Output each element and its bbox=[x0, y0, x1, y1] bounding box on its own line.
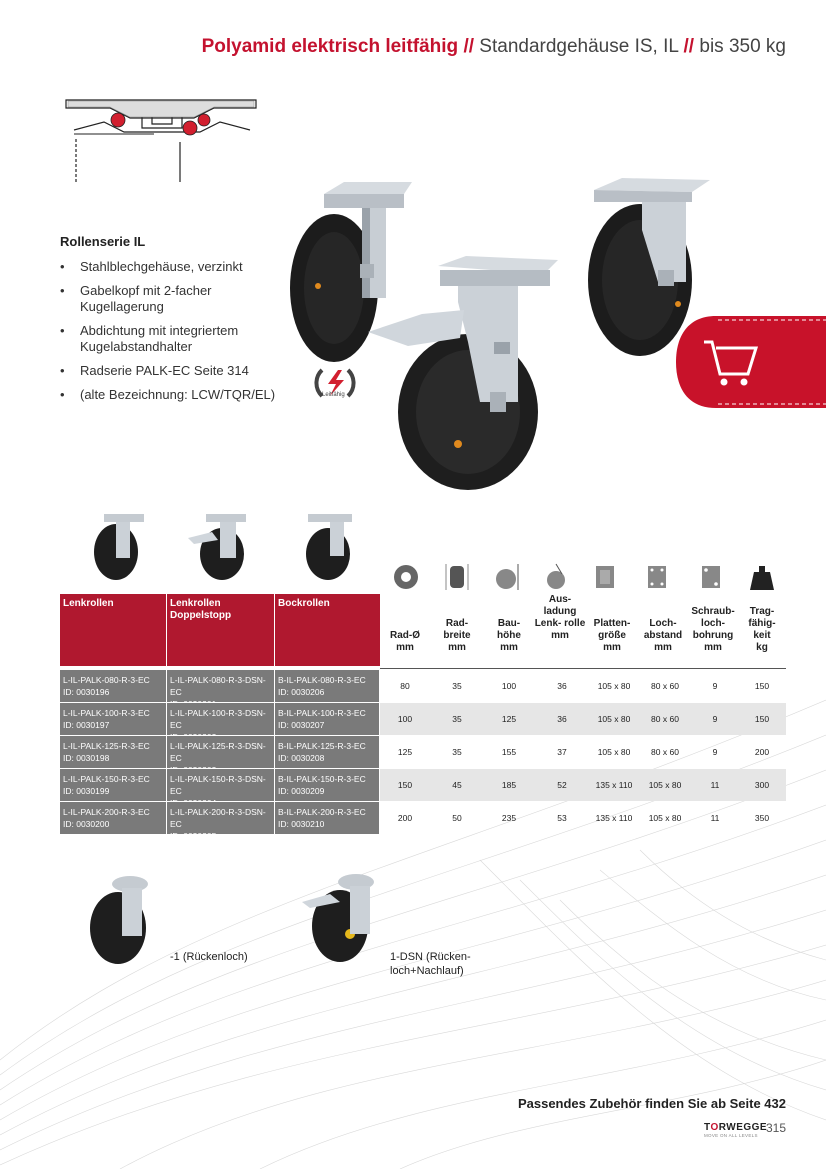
feature-item: • Gabelkopf mit 2-facher Kugellagerung bbox=[60, 283, 290, 315]
spec-value: 100 bbox=[397, 714, 413, 724]
table-row bbox=[60, 670, 786, 702]
spec-header-holes: Loch- abstand mm bbox=[643, 618, 683, 653]
spec-header-capacity: Trag- fähig- keit kg bbox=[748, 606, 776, 653]
table-row bbox=[60, 736, 786, 768]
spec-value: 11 bbox=[710, 813, 720, 823]
spec-value: 37 bbox=[557, 747, 567, 757]
title-capacity: bis 350 kg bbox=[699, 36, 786, 57]
shop-banner[interactable] bbox=[676, 316, 826, 408]
load-capacity-icon bbox=[750, 566, 774, 590]
wheel-width-icon bbox=[446, 564, 468, 590]
feature-item: • Stahlblechgehäuse, verzinkt bbox=[60, 259, 290, 275]
spec-value: 45 bbox=[452, 780, 462, 790]
spec-header-plate: Platten- größe mm bbox=[593, 618, 631, 653]
accessories-note: Passendes Zubehör finden Sie ab Seite 432 bbox=[517, 1096, 786, 1111]
fixed-code-cell: B-IL-PALK-150-R-3-EC ID: 0030209 bbox=[275, 769, 380, 801]
spec-value: 105 x 80 bbox=[648, 813, 682, 823]
variant-back-hole-image bbox=[86, 870, 166, 966]
spec-value: 80 bbox=[400, 681, 410, 691]
double-stop-code-cell: L-IL-PALK-150-R-3-DSN-EC bbox=[167, 769, 275, 801]
spec-value: 100 bbox=[501, 681, 517, 691]
fixed-code-cell: B-IL-PALK-080-R-3-EC ID: 0030206 bbox=[275, 670, 380, 702]
spec-value: 9 bbox=[712, 714, 718, 724]
hole-spacing-icon bbox=[648, 566, 666, 588]
title-material: Polyamid elektrisch leitfähig bbox=[201, 36, 459, 57]
spec-value: 80 x 60 bbox=[651, 747, 679, 757]
swivel-code-cell: L-IL-PALK-100-R-3-EC ID: 0030197 bbox=[60, 703, 167, 735]
spec-icon-row bbox=[380, 560, 786, 594]
bolt-hole-icon bbox=[702, 566, 720, 588]
spec-value: 200 bbox=[754, 747, 770, 757]
spec-value: 200 bbox=[397, 813, 413, 823]
spec-value: 135 x 110 bbox=[595, 813, 633, 823]
swivel-code-cell: L-IL-PALK-125-R-3-EC ID: 0030198 bbox=[60, 736, 167, 768]
spec-value: 80 x 60 bbox=[651, 681, 679, 691]
spec-value: 150 bbox=[754, 714, 770, 724]
offset-icon bbox=[547, 564, 565, 589]
spec-value: 135 x 110 bbox=[595, 780, 633, 790]
conductive-icon bbox=[312, 360, 358, 406]
spec-header-diameter: Rad-Ø mm bbox=[390, 630, 420, 653]
spec-value: 9 bbox=[712, 747, 718, 757]
swivel-code-cell: L-IL-PALK-150-R-3-EC ID: 0030199 bbox=[60, 769, 167, 801]
spec-value: 35 bbox=[452, 714, 462, 724]
spec-value: 125 bbox=[397, 747, 413, 757]
variant-back-hole-label: -1 (Rückenloch) bbox=[170, 951, 248, 963]
feature-item: • Abdichtung mit integriertem Kugelabstandhalter bbox=[60, 323, 290, 355]
fixed-code-cell: B-IL-PALK-125-R-3-EC ID: 0030208 bbox=[275, 736, 380, 768]
cross-section-drawing bbox=[64, 92, 260, 182]
spec-value: 80 x 60 bbox=[651, 714, 679, 724]
double-stop-code-cell: L-IL-PALK-100-R-3-DSN-EC bbox=[167, 703, 275, 735]
feature-list bbox=[60, 234, 290, 411]
spec-value: 105 x 80 bbox=[597, 714, 631, 724]
feature-item: • (alte Bezeichnung: LCW/TQR/EL) bbox=[60, 387, 290, 403]
fixed-castor-thumb bbox=[300, 508, 360, 580]
spec-header-height: Bau- höhe mm bbox=[497, 618, 521, 653]
spec-value: 9 bbox=[712, 681, 718, 691]
fixed-code-cell: B-IL-PALK-200-R-3-EC ID: 0030210 bbox=[275, 802, 380, 834]
header-swivel: Lenkrollen bbox=[60, 594, 166, 666]
double-stop-castor-image bbox=[368, 252, 568, 492]
title-separator: // bbox=[463, 36, 475, 57]
spec-value: 52 bbox=[557, 780, 567, 790]
double-stop-thumb bbox=[186, 508, 256, 580]
swivel-code-cell: L-IL-PALK-200-R-3-EC ID: 0030200 bbox=[60, 802, 167, 834]
spec-value: 105 x 80 bbox=[597, 747, 631, 757]
title-housing: Standardgehäuse IS, IL bbox=[479, 36, 679, 57]
brand-logo: TORWEGGE MOVE ON ALL LEVELS bbox=[704, 1122, 768, 1138]
fixed-code-cell: B-IL-PALK-100-R-3-EC ID: 0030207 bbox=[275, 703, 380, 735]
table-row bbox=[60, 703, 786, 735]
spec-value: 35 bbox=[452, 681, 462, 691]
variant-back-hole-trail-label: 1-DSN (Rücken- loch+Nachlauf) bbox=[390, 951, 471, 977]
spec-value: 11 bbox=[710, 780, 720, 790]
wheel-diameter-icon bbox=[394, 565, 418, 589]
spec-value: 35 bbox=[452, 747, 462, 757]
header-fixed: Bockrollen bbox=[275, 594, 380, 666]
table-divider bbox=[380, 668, 786, 669]
spec-value: 105 x 80 bbox=[597, 681, 631, 691]
spec-header-bolt: Schraub- loch- bohrung mm bbox=[691, 606, 735, 653]
spec-value: 53 bbox=[557, 813, 567, 823]
table-row bbox=[60, 769, 786, 801]
spec-header-offset: Aus- ladung Lenk- rolle mm bbox=[534, 594, 586, 641]
double-stop-code-cell: L-IL-PALK-080-R-3-DSN-EC bbox=[167, 670, 275, 702]
header-double-stop: Lenkrollen Doppelstopp bbox=[167, 594, 274, 666]
spec-value: 235 bbox=[501, 813, 517, 823]
spec-header-width: Rad- breite mm bbox=[443, 618, 471, 653]
swivel-castor-thumb bbox=[86, 508, 156, 580]
spec-value: 36 bbox=[557, 714, 567, 724]
spec-value: 350 bbox=[754, 813, 770, 823]
swivel-code-cell: L-IL-PALK-080-R-3-EC ID: 0030196 bbox=[60, 670, 167, 702]
feature-item: • Radserie PALK-EC Seite 314 bbox=[60, 363, 290, 379]
spec-value: 105 x 80 bbox=[648, 780, 682, 790]
page-title bbox=[202, 36, 786, 58]
spec-value: 155 bbox=[501, 747, 517, 757]
spec-value: 150 bbox=[397, 780, 413, 790]
spec-value: 150 bbox=[754, 681, 770, 691]
conductive-label: Leitfähig bbox=[322, 392, 345, 398]
variant-back-hole-trail-image bbox=[300, 868, 384, 964]
spec-value: 125 bbox=[501, 714, 517, 724]
plate-size-icon bbox=[596, 566, 614, 588]
spec-value: 36 bbox=[557, 681, 567, 691]
title-separator: // bbox=[683, 36, 695, 57]
table-row bbox=[60, 802, 786, 841]
page-number: 315 bbox=[766, 1121, 787, 1135]
spec-value: 50 bbox=[452, 813, 462, 823]
overall-height-icon bbox=[496, 564, 518, 590]
double-stop-code-cell: L-IL-PALK-125-R-3-DSN-EC bbox=[167, 736, 275, 768]
series-heading: Rollenserie IL bbox=[60, 234, 146, 249]
double-stop-code-cell: L-IL-PALK-200-R-3-DSN-EC ID: 0030205 bbox=[167, 802, 275, 834]
spec-value: 300 bbox=[754, 780, 770, 790]
spec-value: 185 bbox=[501, 780, 517, 790]
